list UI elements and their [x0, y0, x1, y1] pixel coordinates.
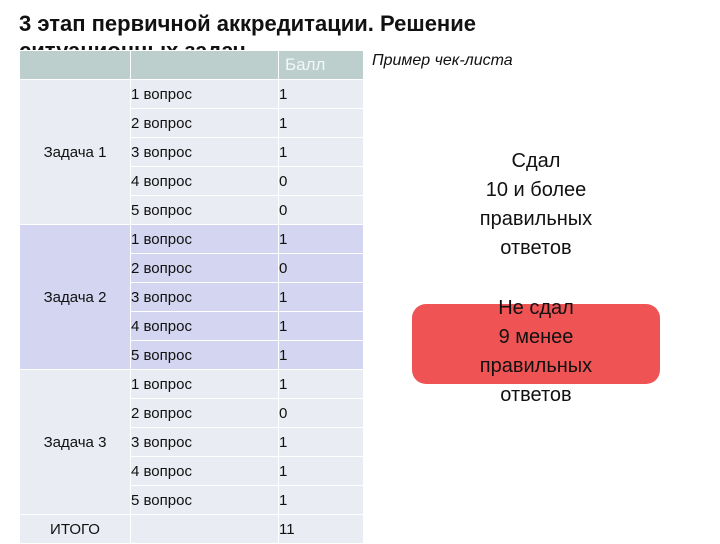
- question-cell: 4 вопрос: [131, 312, 279, 341]
- score-cell: 1: [279, 457, 364, 486]
- checklist-table: [19, 50, 364, 544]
- checklist-subtitle: Пример чек-листа: [372, 52, 513, 69]
- pass-line: правильных: [479, 208, 593, 230]
- question-cell: 3 вопрос: [131, 428, 279, 457]
- pass-line: Сдал: [511, 150, 561, 172]
- question-cell: 4 вопрос: [131, 167, 279, 196]
- score-cell: 1: [279, 428, 364, 457]
- total-empty-cell: [131, 515, 279, 544]
- column-header-task: [20, 51, 131, 80]
- column-header-score: Балл: [279, 51, 364, 80]
- score-cell: 1: [279, 109, 364, 138]
- question-cell: 1 вопрос: [131, 80, 279, 109]
- score-cell: 1: [279, 486, 364, 515]
- fail-line: 9 менее: [498, 326, 574, 348]
- question-cell: 2 вопрос: [131, 109, 279, 138]
- question-cell: 1 вопрос: [131, 225, 279, 254]
- question-cell: 3 вопрос: [131, 138, 279, 167]
- fail-line: правильных: [479, 355, 593, 377]
- score-cell: 1: [279, 138, 364, 167]
- total-label: ИТОГО: [20, 515, 131, 544]
- question-cell: 4 вопрос: [131, 457, 279, 486]
- total-score: 11: [279, 515, 364, 544]
- pass-criteria: [412, 147, 660, 265]
- score-cell: 0: [279, 254, 364, 283]
- question-cell: 1 вопрос: [131, 370, 279, 399]
- task-label: Задача 3: [20, 370, 131, 515]
- pass-line: 10 и более: [485, 179, 587, 201]
- question-cell: 2 вопрос: [131, 399, 279, 428]
- task-label: Задача 1: [20, 80, 131, 225]
- score-cell: 0: [279, 167, 364, 196]
- score-cell: 0: [279, 196, 364, 225]
- slide-title: 3 этап первичной аккредитации. Решение: [19, 11, 476, 36]
- score-cell: 1: [279, 312, 364, 341]
- question-cell: 5 вопрос: [131, 341, 279, 370]
- table-header-row: [20, 51, 364, 80]
- table-row: [20, 80, 364, 109]
- question-cell: 3 вопрос: [131, 283, 279, 312]
- fail-line: Не сдал: [498, 297, 574, 319]
- question-cell: 2 вопрос: [131, 254, 279, 283]
- fail-criteria: [412, 294, 660, 410]
- column-header-question: [131, 51, 279, 80]
- score-cell: 0: [279, 399, 364, 428]
- question-cell: 5 вопрос: [131, 486, 279, 515]
- fail-line: ответов: [500, 384, 572, 406]
- question-cell: 5 вопрос: [131, 196, 279, 225]
- score-cell: 1: [279, 370, 364, 399]
- score-cell: 1: [279, 341, 364, 370]
- score-cell: 1: [279, 225, 364, 254]
- score-cell: 1: [279, 80, 364, 109]
- table-row: [20, 225, 364, 254]
- score-cell: 1: [279, 283, 364, 312]
- pass-line: ответов: [500, 237, 572, 259]
- total-row: [20, 515, 364, 544]
- table-row: [20, 370, 364, 399]
- task-label: Задача 2: [20, 225, 131, 370]
